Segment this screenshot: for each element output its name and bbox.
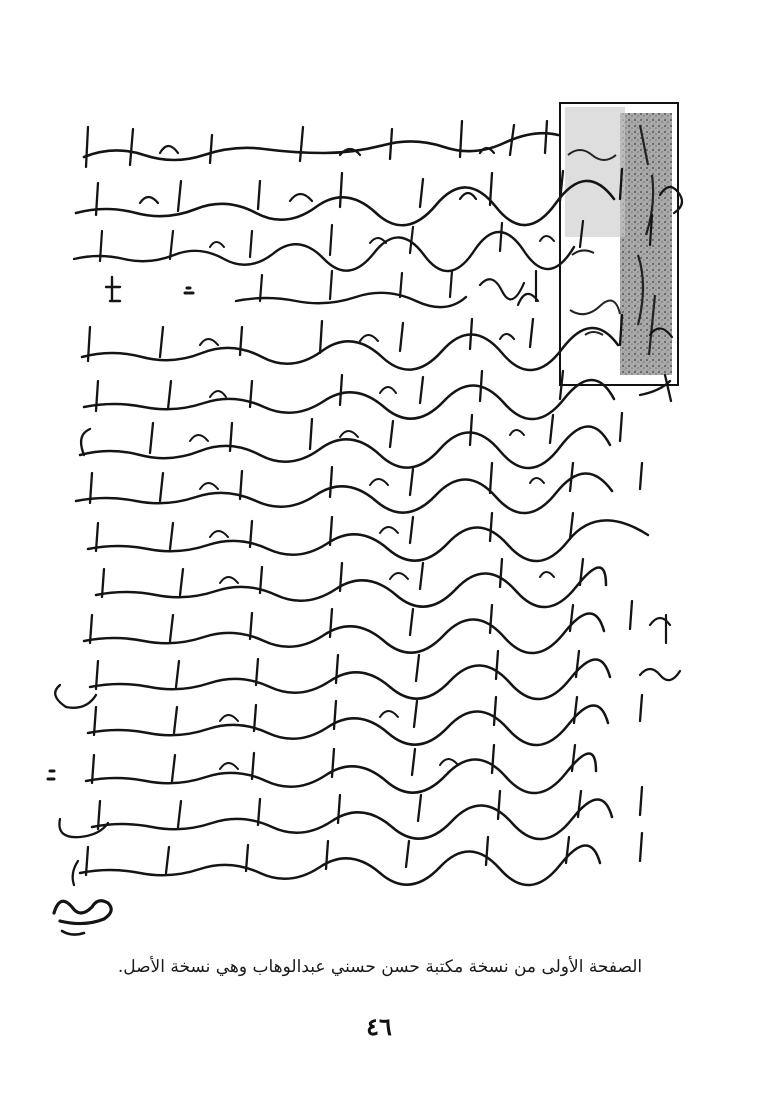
ms-line-9: [88, 513, 648, 561]
figure-caption: الصفحة الأولى من نسخة مكتبة حسن حسني عبدالوهاب وهي نسخة الأصل.: [117, 957, 643, 977]
ms-line-7: [80, 413, 622, 468]
ms-line-1: [84, 121, 558, 167]
ms-line-8: [76, 463, 642, 513]
margin-note: [560, 103, 678, 385]
ms-line-13: [88, 695, 642, 745]
ms-line-15: [59, 787, 642, 839]
page-number: ٤٦: [366, 1012, 392, 1041]
ms-line-4: [106, 271, 538, 307]
manuscript-handwriting: [40, 95, 740, 945]
ms-line-10: [96, 559, 606, 607]
manuscript-image: [40, 95, 740, 945]
ms-line-14: [48, 745, 596, 793]
ms-line-16: [73, 833, 642, 885]
ms-line-11: [84, 601, 670, 653]
ms-line-12: [55, 651, 680, 708]
catchword-signature: [54, 901, 111, 935]
